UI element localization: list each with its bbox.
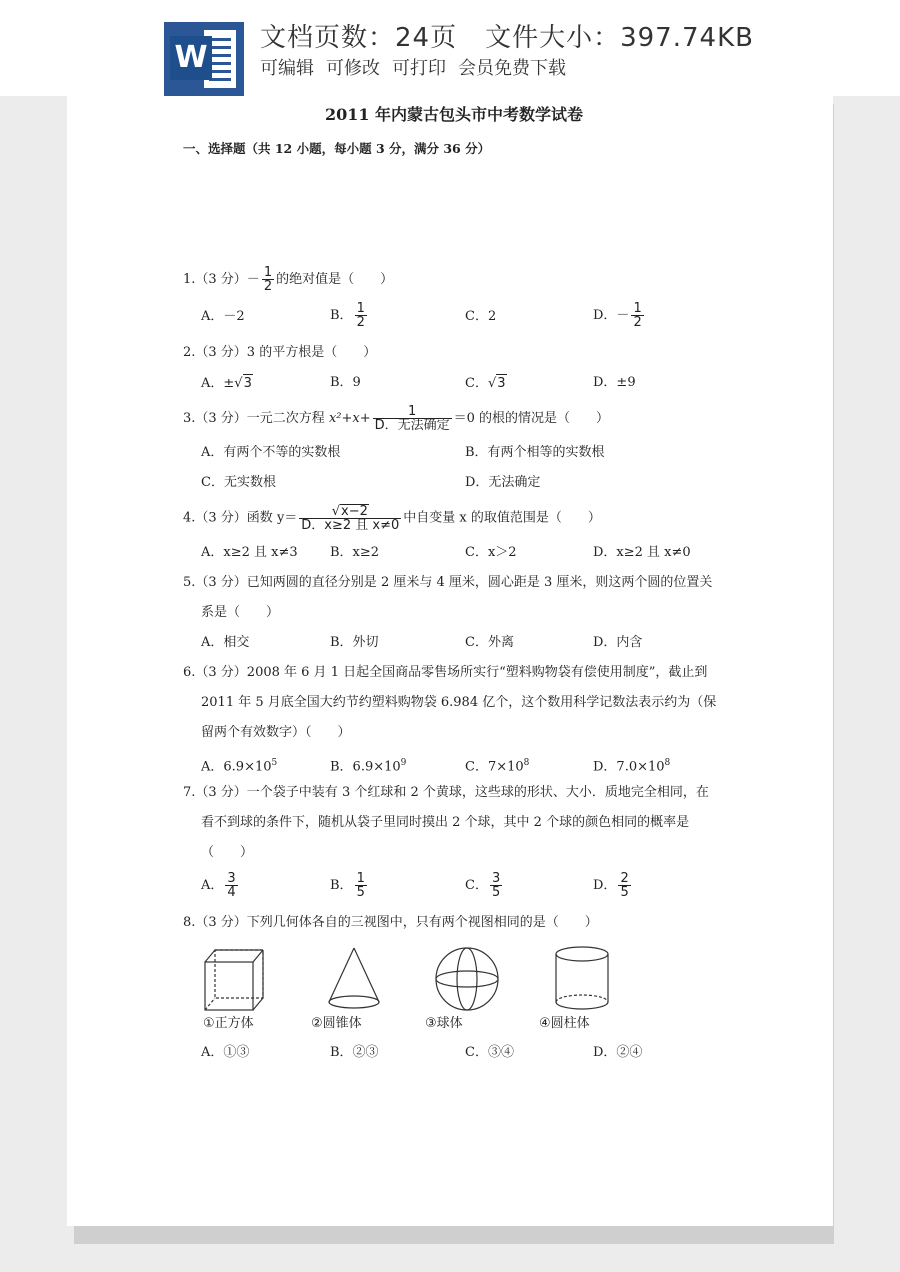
question-6-line-1: 6.（3 分）2008 年 6 月 1 日起全国商品零售场所实行“塑料购物袋有偿使用制度”，截止到 bbox=[183, 665, 708, 680]
q4-option-c[interactable]: C．x＞2 bbox=[465, 545, 517, 560]
q8-option-b[interactable]: B．②③ bbox=[330, 1045, 379, 1060]
q2-option-c[interactable]: C．√3 bbox=[465, 376, 506, 391]
cube-icon bbox=[205, 950, 263, 1010]
sphere-icon bbox=[436, 948, 498, 1010]
feature-list bbox=[260, 56, 578, 82]
question-6-line-3: 留两个有效数字）（ ） bbox=[201, 725, 351, 740]
exam-title: 2011 年内蒙古包头市中考数学试卷 bbox=[324, 105, 584, 124]
word-letter: W bbox=[170, 36, 212, 80]
q4-option-a[interactable]: A．x≥2 且 x≠3 bbox=[201, 545, 298, 560]
q5-option-b[interactable]: B．外切 bbox=[330, 635, 379, 650]
q5-option-a[interactable]: A．相交 bbox=[201, 635, 250, 650]
q3-option-c[interactable]: C．无实数根 bbox=[201, 475, 276, 490]
q2-option-b[interactable]: B．9 bbox=[330, 375, 361, 390]
q4-option-d[interactable]: D．x≥2 且 x≠0 bbox=[593, 545, 691, 560]
q1-option-c[interactable]: C．2 bbox=[465, 309, 497, 324]
download-banner bbox=[0, 0, 900, 96]
feature-editable: 可编辑 bbox=[260, 58, 314, 79]
q7-option-d[interactable]: D． $\frac{2}{5}$ bbox=[593, 871, 629, 900]
q1-option-a[interactable]: A．－2 bbox=[201, 309, 245, 324]
question-4: 4.（3 分）函数 y＝ $\frac{√x-2}{\text{D．x≥2 且 x≠0}}$ 中自变量 x 的取值范围是（ ） bbox=[183, 504, 601, 533]
feature-modifiable: 可修改 bbox=[326, 58, 380, 79]
question-6-line-2: 2011 年 5 月底全国大约节约塑料购物袋 6.984 亿个，这个数用科学记数法表示约为（保 bbox=[201, 695, 717, 710]
question-7-line-1: 7.（3 分）一个袋子中装有 3 个红球和 2 个黄球，这些球的形状、大小．质地完全相同，在 bbox=[183, 785, 709, 800]
q6-option-d[interactable]: D．$7.0\times 10^8$ bbox=[593, 758, 671, 775]
document-page bbox=[67, 96, 833, 1226]
question-3: 3.（3 分）一元二次方程 x²+x+ $\frac{1}{\text{D．无法确定}}$ ＝0 的根的情况是（ ） bbox=[183, 404, 610, 433]
q4-option-b[interactable]: B．x≥2 bbox=[330, 545, 380, 560]
q8-option-a[interactable]: A．①③ bbox=[201, 1045, 250, 1060]
q2-option-d[interactable]: D．±9 bbox=[593, 375, 636, 390]
q7-option-a[interactable]: A． $\frac{3}{4}$ bbox=[201, 871, 236, 900]
question-1: 1.（3 分）－ $\frac{1}{2}$ 的绝对值是（ ） bbox=[183, 265, 394, 294]
q8-option-d[interactable]: D．②④ bbox=[593, 1045, 643, 1060]
q6-option-c[interactable]: C．$7\times 10^8$ bbox=[465, 758, 530, 775]
fraction: $\frac{1}{2}$ bbox=[263, 265, 273, 294]
cylinder-icon bbox=[556, 947, 608, 1009]
question-2: 2.（3 分）3 的平方根是（ ） bbox=[183, 345, 377, 360]
feature-free-download: 会员免费下载 bbox=[458, 58, 566, 79]
question-7-line-2: 看不到球的条件下，随机从袋子里同时摸出 2 个球，其中 2 个球的颜色相同的概率是 bbox=[201, 815, 690, 830]
fig-label-cone: ②圆锥体 bbox=[311, 1016, 362, 1031]
question-5-line-1: 5.（3 分）已知两圆的直径分别是 2 厘米与 4 厘米，圆心距是 3 厘米，则这两个圆的位置关 bbox=[183, 575, 713, 590]
q5-option-c[interactable]: C．外离 bbox=[465, 635, 514, 650]
feature-printable: 可打印 bbox=[392, 58, 446, 79]
fig-label-sphere: ③球体 bbox=[425, 1016, 463, 1031]
q1-option-d[interactable]: D．－ $\frac{1}{2}$ bbox=[593, 301, 642, 330]
page-count: 文档页数：24页 bbox=[260, 23, 458, 53]
q3-option-b[interactable]: B．有两个相等的实数根 bbox=[465, 445, 605, 460]
q3-option-a[interactable]: A．有两个不等的实数根 bbox=[201, 445, 341, 460]
q7-option-b[interactable]: B． $\frac{1}{5}$ bbox=[330, 871, 365, 900]
fig-label-cylinder: ④圆柱体 bbox=[539, 1016, 590, 1031]
q1-option-b[interactable]: B． $\frac{1}{2}$ bbox=[330, 301, 365, 330]
section-heading: 一、选择题（共 12 小题，每小题 3 分，满分 36 分） bbox=[183, 141, 491, 156]
solids-figure bbox=[199, 944, 639, 1014]
question-7-line-3: （ ） bbox=[201, 845, 254, 860]
question-5-line-2: 系是（ ） bbox=[201, 605, 280, 620]
q3-option-d[interactable]: D．无法确定 bbox=[465, 475, 541, 490]
q8-option-c[interactable]: C．③④ bbox=[465, 1045, 514, 1060]
q6-option-b[interactable]: B．$6.9\times 10^9$ bbox=[330, 758, 407, 775]
file-size: 文件大小：397.74KB bbox=[485, 23, 754, 53]
fig-label-cube: ①正方体 bbox=[203, 1016, 254, 1031]
cone-icon bbox=[329, 948, 379, 1008]
q7-option-c[interactable]: C． $\frac{3}{5}$ bbox=[465, 871, 501, 900]
q2-option-a[interactable]: A．±√3 bbox=[201, 376, 252, 391]
word-icon bbox=[164, 22, 244, 96]
q5-option-d[interactable]: D．内含 bbox=[593, 635, 643, 650]
question-8: 8.（3 分）下列几何体各自的三视图中，只有两个视图相同的是（ ） bbox=[183, 915, 598, 930]
q6-option-a[interactable]: A．$6.9\times 10^5$ bbox=[201, 758, 278, 775]
file-info bbox=[260, 20, 782, 56]
